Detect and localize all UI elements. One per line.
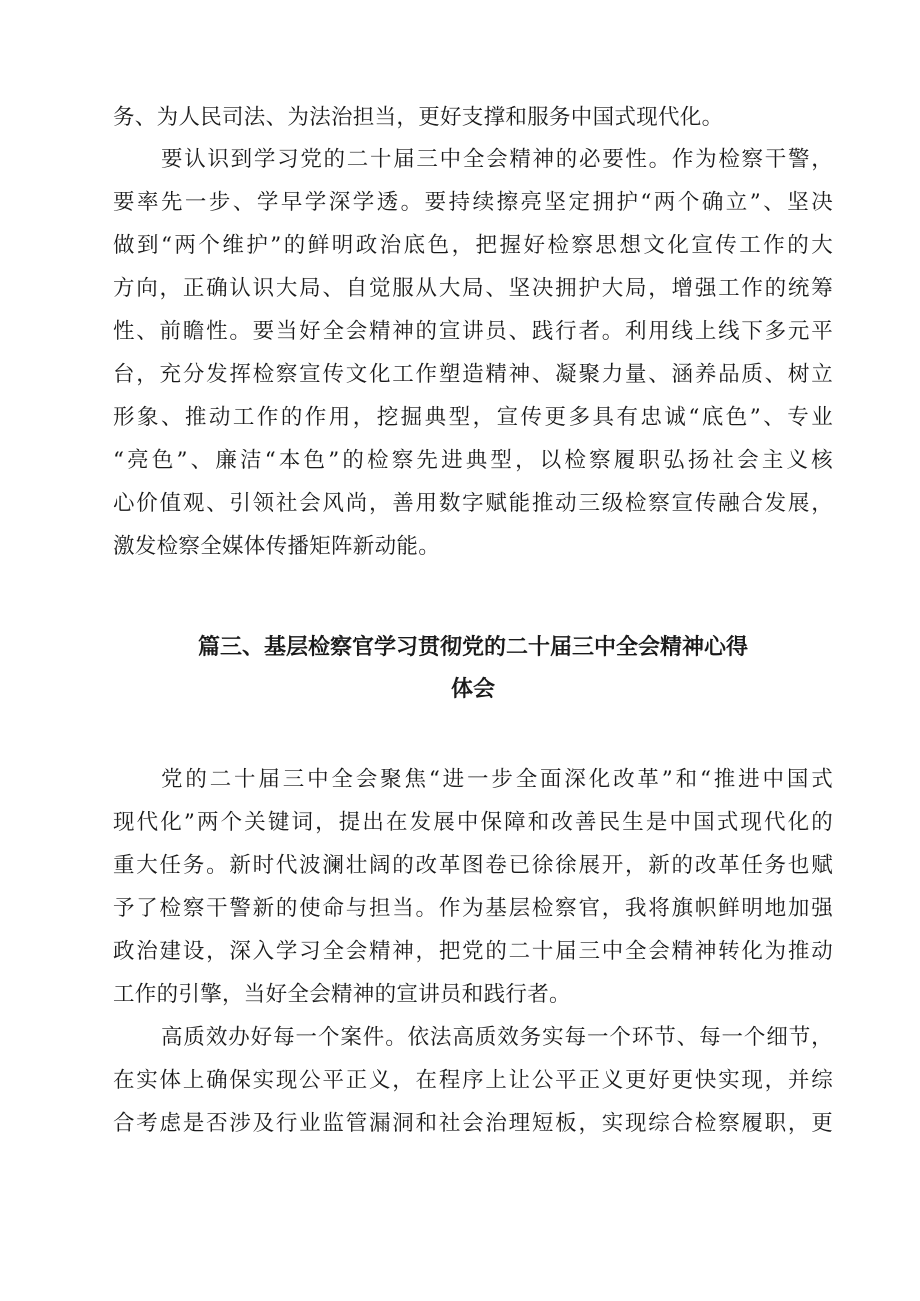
- paragraph-line: 要认识到学习党的二十届三中全会精神的必要性。作为检察干警，: [161, 147, 833, 172]
- paragraph-line: 政治建设，深入学习全会精神，把党的二十届三中全会精神转化为推动: [113, 939, 833, 964]
- paragraph-line: 现代化”两个关键词，提出在发展中保障和改善民生是中国式现代化的: [113, 810, 833, 835]
- paragraph-line: 重大任务。新时代波澜壮阔的改革图卷已徐徐展开，新的改革任务也赋: [113, 853, 833, 878]
- paragraph-line: 要率先一步、学早学深学透。要持续擦亮坚定拥护“两个确立”、坚决: [113, 190, 833, 215]
- paragraph-line: “亮色”、廉洁“本色”的检察先进典型，以检察履职弘扬社会主义核: [113, 448, 833, 473]
- paragraph-line: 予了检察干警新的使命与担当。作为基层检察官，我将旗帜鲜明地加强: [113, 896, 833, 921]
- paragraph-line: 心价值观、引领社会风尚，善用数字赋能推动三级检察宣传融合发展，: [113, 491, 833, 516]
- paragraph-line: 高质效办好每一个案件。依法高质效务实每一个环节、每一个细节，: [161, 1025, 833, 1050]
- paragraph-line: 台，充分发挥检察宣传文化工作塑造精神、凝聚力量、涵养品质、树立: [113, 362, 833, 387]
- paragraph-line: 合考虑是否涉及行业监管漏洞和社会治理短板，实现综合检察履职，更: [113, 1111, 833, 1136]
- paragraph-line: 工作的引擎，当好全会精神的宣讲员和践行者。: [113, 982, 571, 1007]
- paragraph-line: 在实体上确保实现公平正义，在程序上让公平正义更好更快实现，并综: [113, 1068, 833, 1093]
- paragraph-line: 性、前瞻性。要当好全会精神的宣讲员、践行者。利用线上线下多元平: [113, 319, 833, 344]
- paragraph-line: 务、为人民司法、为法治担当，更好支撑和服务中国式现代化。: [113, 105, 724, 130]
- paragraph-line: 方向，正确认识大局、自觉服从大局、坚决拥护大局，增强工作的统筹: [113, 276, 833, 301]
- paragraph-line: 形象、推动工作的作用，挖掘典型，宣传更多具有忠诚“底色”、专业: [113, 405, 833, 430]
- section-heading: 篇三、基层检察官学习贯彻党的二十届三中全会精神心得: [197, 635, 748, 660]
- paragraph-line: 做到“两个维护”的鲜明政治底色，把握好检察思想文化宣传工作的大: [113, 233, 833, 258]
- paragraph-line: 党的二十届三中全会聚焦“进一步全面深化改革”和“推进中国式: [161, 767, 833, 792]
- section-heading: 体会: [450, 677, 495, 702]
- paragraph-line: 激发检察全媒体传播矩阵新动能。: [113, 534, 441, 559]
